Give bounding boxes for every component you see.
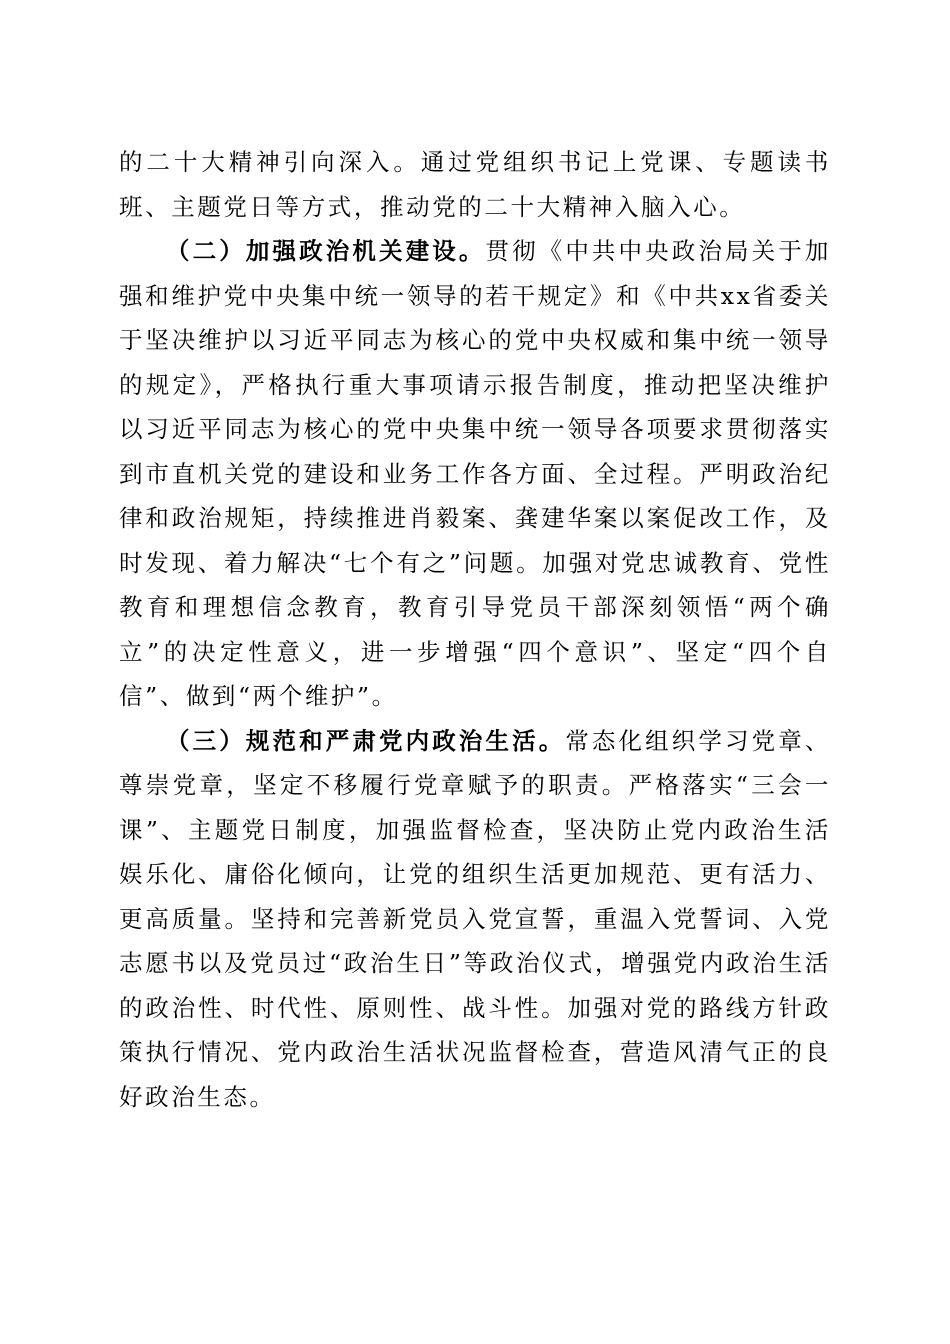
paragraph-political-life: [119, 719, 831, 1120]
document-body: [119, 140, 831, 1119]
paragraph-political-organ-building: [119, 229, 831, 719]
paragraph-text: 常态化组织学习党章、尊崇党章，坚定不移履行党章赋予的职责。严格落实“三会一课”、主题党日制度，加强监督检查，坚决防止党内政治生活娱乐化、庸俗化倾向，让党的组织生活更加规范、更有活力、更高质量。坚持和完善新党员入党宣誓，重温入党誓词、入党志愿书以及党员过“政治生日”等政治仪式，增强党内政治生活的政治性、时代性、原则性、战斗性。加强对党的路线方针政策执行情况、党内政治生活状况监督检查，营造风清气正的良好政治生态。: [119, 726, 831, 1111]
section-heading-3: （三）规范和严肃党内政治生活。: [166, 726, 566, 755]
paragraph-text: 的二十大精神引向深入。通过党组织书记上党课、专题读书班、主题党日等方式，推动党的二十大精神入脑入心。: [119, 148, 831, 221]
paragraph-text: 贯彻《中共中央政治局关于加强和维护党中央集中统一领导的若干规定》和《中共xx省委关于坚决维护以习近平同志为核心的党中央权威和集中统一领导的规定》，严格执行重大事项请示报告制度，推动把坚决维护以习近平同志为核心的党中央集中统一领导各项要求贯彻落实到市直机关党的建设和业务工作各方面、全过程。严明政治纪律和政治规矩，持续推进肖毅案、龚建华案以案促改工作，及时发现、着力解决“七个有之”问题。加强对党忠诚教育、党性教育和理想信念教育，教育引导党员干部深刻领悟“两个确立”的决定性意义，进一步增强“四个意识”、坚定“四个自信”、做到“两个维护”。: [119, 237, 831, 710]
section-heading-2: （二）加强政治机关建设。: [166, 237, 486, 265]
paragraph-continuation: [119, 140, 831, 229]
